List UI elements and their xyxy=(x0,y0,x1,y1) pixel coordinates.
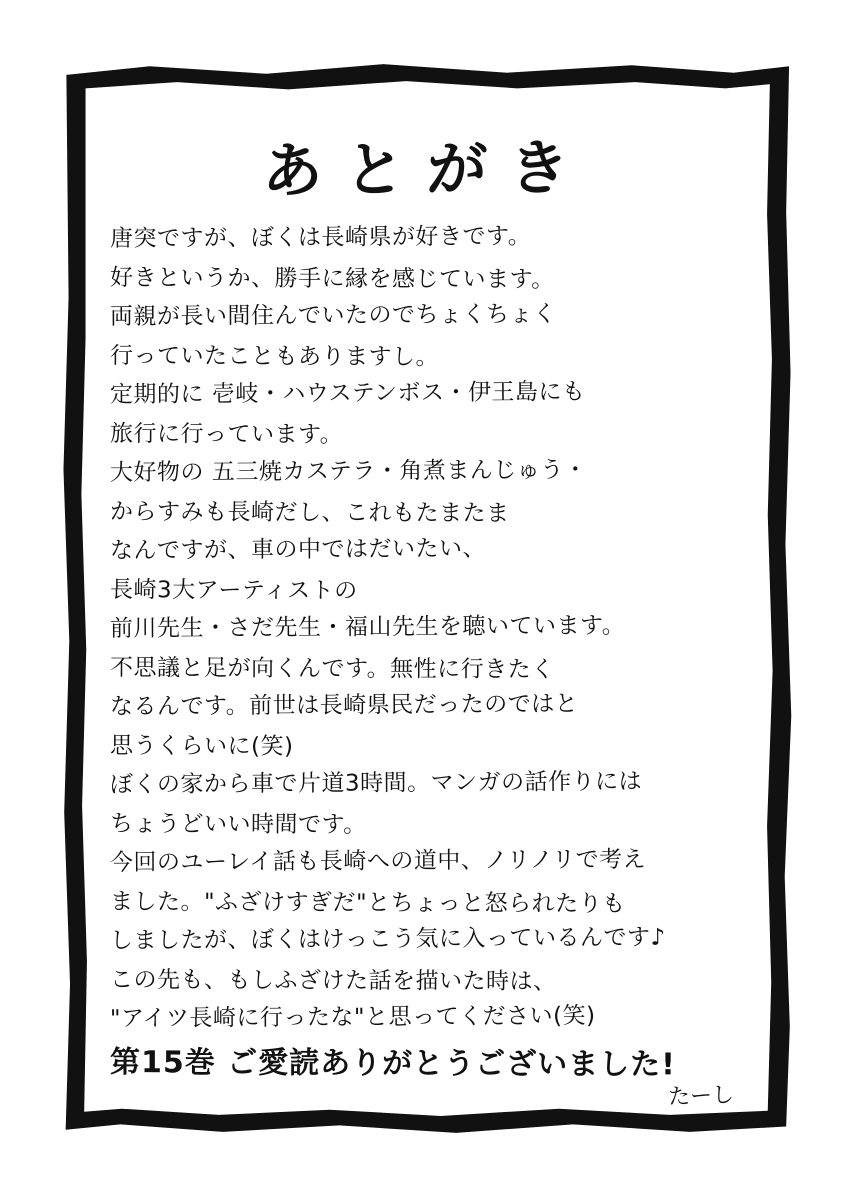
afterword-line: この先も、もしふざけた話を描いた時は、 xyxy=(109,967,557,995)
afterword-line: 両親が長い間住んでいたのでちょくちょく xyxy=(109,301,557,330)
afterword-line: 第15巻 ご愛読ありがとうございました! xyxy=(109,1045,676,1083)
afterword-line: 好きというか、勝手に縁を感じています。 xyxy=(109,265,555,293)
author-signature: たーし xyxy=(667,1082,735,1111)
afterword-line: ました。"ふざけすぎだ"とちょっと怒られたりも xyxy=(109,889,626,918)
afterword-line: からすみも長崎だし、これもたまたま xyxy=(109,499,510,527)
afterword-body xyxy=(110,220,750,1087)
afterword-line: なるんです。前世は長崎県民だったのではと xyxy=(109,691,579,720)
afterword-content xyxy=(80,80,774,1118)
afterword-line: ぼくの家から車で片道3時間。マンガの話作りには xyxy=(109,768,643,798)
afterword-line: 行っていたこともありますし。 xyxy=(109,343,440,371)
afterword-line: 大好物の 五三焼カステラ・角煮まんじゅう・ xyxy=(109,457,588,486)
afterword-line: なんですが、車の中ではだいたい、 xyxy=(109,535,487,564)
afterword-line: 定期的に 壱岐・ハウステンボス・伊王島にも xyxy=(109,379,586,408)
afterword-line: "アイツ長崎に行ったな"と思ってください(笑) xyxy=(109,1003,596,1032)
afterword-line: 不思議と足が向くんです。無性に行きたく xyxy=(109,655,555,683)
afterword-line: ちょうどいい時間です。 xyxy=(109,811,367,839)
afterword-line: 前川先生・さだ先生・福山先生を聴いています。 xyxy=(109,612,626,642)
afterword-line: 思うくらいに(笑) xyxy=(109,733,294,760)
afterword-line: 長崎3大アーティストの xyxy=(109,577,358,605)
page-title: あとがき xyxy=(261,133,593,207)
afterword-line: 今回のユーレイ話も長崎への道中、ノリノリで考え xyxy=(109,846,647,876)
afterword-line: 唐突ですが、ぼくは長崎県が好きです。 xyxy=(109,223,532,252)
afterword-line: しましたが、ぼくはけっこう気に入っているんです♪ xyxy=(109,924,666,954)
afterword-line: 旅行に行っています。 xyxy=(109,421,344,449)
